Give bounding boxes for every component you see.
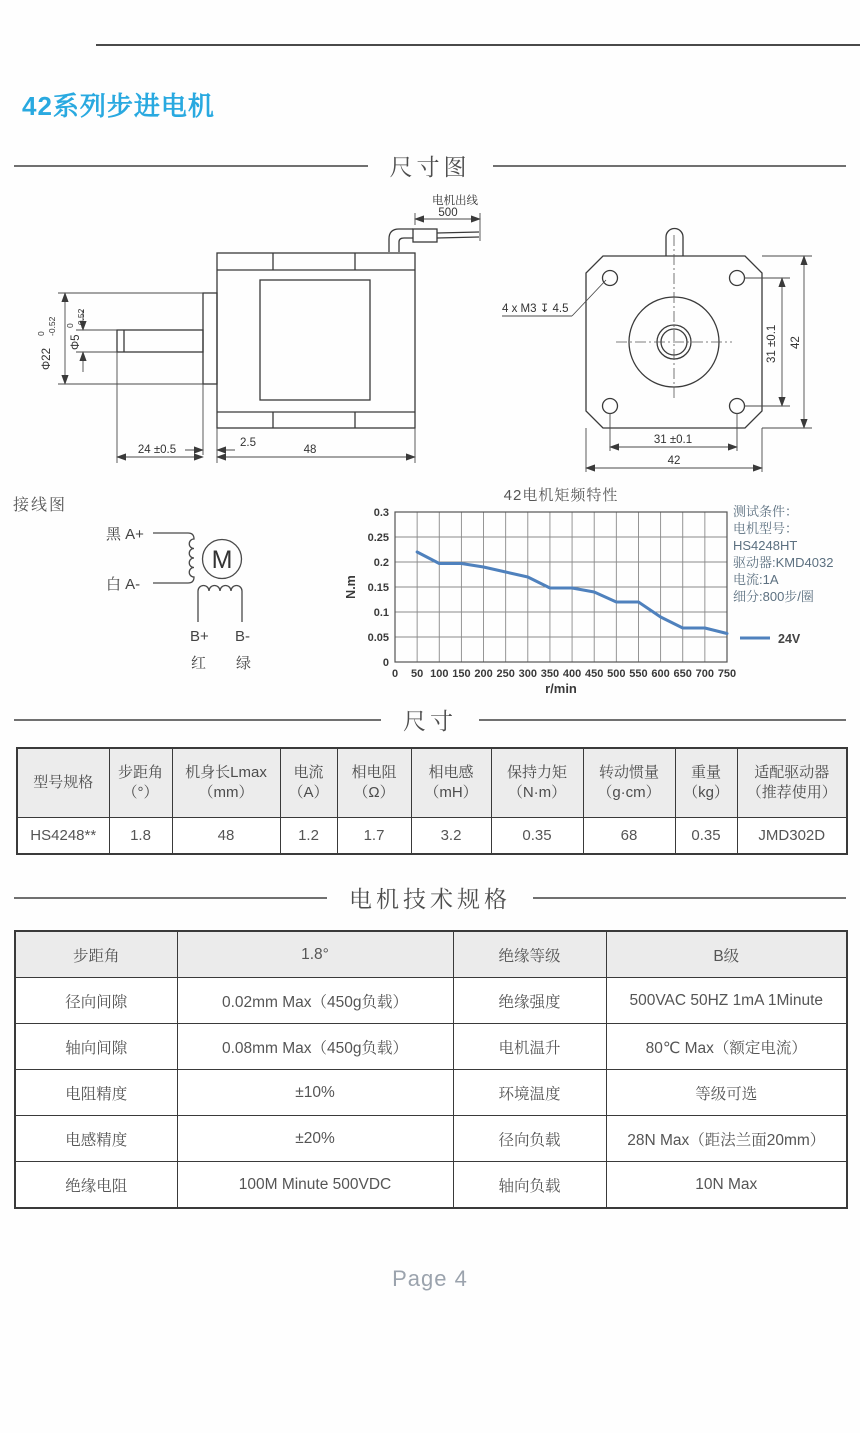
- phase-a-neg-label: 白 A-: [106, 576, 141, 593]
- x-tick-label: 750: [717, 668, 737, 680]
- svg-text:31 ±0.1: 31 ±0.1: [766, 324, 778, 363]
- spec-label-cell: 轴向负载: [453, 1162, 606, 1209]
- x-tick-label: 600: [651, 668, 670, 680]
- wiring-label: 接线图: [13, 497, 68, 514]
- spec-value-cell: ±20%: [177, 1116, 453, 1162]
- top-divider: [96, 44, 860, 46]
- size-table-cell: 68: [583, 818, 675, 855]
- svg-text:-0.52: -0.52: [76, 308, 86, 328]
- divider-line: [493, 165, 847, 167]
- spec-table-row: [15, 1162, 847, 1209]
- header-line1: 相电阻: [351, 763, 397, 781]
- spec-label-cell: 电阻精度: [15, 1070, 177, 1116]
- lead-length: 500: [438, 207, 458, 219]
- header-line2: （°）: [122, 784, 159, 801]
- x-tick-label: 700: [695, 668, 715, 680]
- x-tick-label: 450: [585, 668, 604, 680]
- boss-dia-dim: [36, 316, 57, 370]
- header-line1: 型号规格: [33, 773, 94, 791]
- spec-value-cell: 等级可选: [606, 1070, 847, 1116]
- coil-a: [153, 533, 194, 583]
- outer-width-dim: 42: [667, 455, 681, 467]
- x-axis-label: r/min: [545, 681, 577, 696]
- y-tick-label: 0: [382, 657, 389, 669]
- size-table-header-cell: [491, 748, 583, 818]
- front-length-dim: 24 ±0.5: [137, 444, 177, 456]
- section-header-dimension-diagram: [14, 149, 846, 182]
- size-table-header-cell: [737, 748, 847, 818]
- tech-spec-table: [14, 930, 848, 1209]
- size-table-header-cell: [675, 748, 737, 818]
- spec-label-cell: 径向间隙: [15, 978, 177, 1024]
- svg-text:Φ22: Φ22: [41, 348, 53, 370]
- section-title: 电机技术规格: [349, 886, 511, 912]
- spec-value-cell: 0.02mm Max（450g负载）: [177, 978, 453, 1024]
- header-line2: （N·m）: [507, 784, 567, 801]
- test-conditions: [733, 503, 859, 605]
- x-tick-label: 100: [430, 668, 449, 680]
- size-table-cell: HS4248**: [17, 818, 109, 855]
- x-tick-label: 350: [540, 668, 560, 680]
- spec-table-row: [15, 978, 847, 1024]
- section-header-tech-spec: [14, 881, 846, 914]
- mount-holes-callout: 4 x M3 ↧ 4.5: [502, 303, 569, 315]
- x-tick-label: 200: [474, 668, 493, 680]
- section-header-dimensions: [14, 703, 846, 736]
- svg-text:42: 42: [790, 336, 802, 349]
- size-table-cell: 0.35: [491, 818, 583, 855]
- size-table-cell: 1.7: [337, 818, 411, 855]
- size-table-cell: 1.8: [109, 818, 172, 855]
- centerlines: [616, 235, 732, 400]
- header-line1: 保持力矩: [506, 763, 567, 781]
- y-tick-label: 0.3: [373, 507, 389, 519]
- y-axis-label: N.m: [344, 575, 358, 599]
- section-title: 尺寸: [403, 708, 457, 734]
- svg-text:0: 0: [65, 323, 75, 328]
- header-line2: （kg）: [683, 784, 729, 801]
- x-tick-label: 300: [518, 668, 537, 680]
- lead-label: 电机出线: [432, 195, 478, 207]
- header-line1: 步距角: [117, 763, 163, 781]
- size-table-header-cell: [17, 748, 109, 818]
- boss-depth-dim: 2.5: [240, 437, 256, 449]
- header-line1: 适配驱动器: [754, 763, 830, 781]
- size-table-head: [17, 748, 847, 818]
- phase-b-neg-label: B-: [235, 628, 250, 645]
- svg-text:-0.52: -0.52: [47, 316, 57, 336]
- header-line1: 电流: [293, 763, 324, 781]
- header-line1: 相电感: [428, 763, 474, 781]
- header-line2: （mm）: [198, 784, 254, 801]
- spec-value-cell: 28N Max（距法兰面20mm）: [606, 1116, 847, 1162]
- header-line2: （Ω）: [353, 784, 395, 801]
- spec-label-cell: 轴向间隙: [15, 1024, 177, 1070]
- svg-text:0: 0: [36, 331, 46, 336]
- header-line1: 机身长Lmax: [185, 763, 267, 781]
- header-line2: （g·cm）: [597, 784, 661, 801]
- side-view: [117, 229, 479, 428]
- y-tick-label: 0.15: [367, 582, 389, 594]
- test-conditions-line: 驱动器:KMD4032: [733, 555, 834, 570]
- spec-label-cell: 径向负载: [453, 1116, 606, 1162]
- size-table-row: [17, 818, 847, 855]
- lead-wire-elbow: [389, 229, 413, 252]
- phase-a-pos-label: 黑 A+: [106, 526, 144, 543]
- section-title: 尺寸图: [389, 154, 471, 180]
- spec-table-row: [15, 931, 847, 978]
- size-table-header-cell: [411, 748, 491, 818]
- phase-b-pos-label: B+: [190, 628, 209, 645]
- spec-table-row: [15, 1024, 847, 1070]
- lead-wire-connector: [413, 229, 437, 242]
- page-number: Page 4: [392, 1266, 468, 1291]
- test-conditions-line: 细分:800步/圈: [733, 589, 814, 604]
- spec-label-cell: 电机温升: [453, 1024, 606, 1070]
- chart-title: 42电机矩频特性: [503, 487, 619, 504]
- header-line1: 转动惯量: [598, 763, 659, 781]
- header-line2: （mH）: [424, 784, 478, 801]
- spec-value-cell: B级: [606, 931, 847, 978]
- size-table-header-cell: [583, 748, 675, 818]
- svg-text:Φ5: Φ5: [70, 334, 82, 350]
- y-tick-label: 0.2: [373, 557, 389, 569]
- x-tick-label: 550: [629, 668, 648, 680]
- divider-line: [533, 897, 846, 899]
- size-table-body: [17, 818, 847, 855]
- coil-b: [198, 586, 242, 623]
- spec-table-body: [15, 931, 847, 1208]
- spec-value-cell: 0.08mm Max（450g负载）: [177, 1024, 453, 1070]
- dimension-drawing: [0, 185, 860, 485]
- divider-line: [479, 719, 846, 721]
- divider-line: [14, 719, 381, 721]
- spec-label-cell: 绝缘强度: [453, 978, 606, 1024]
- spec-value-cell: 1.8°: [177, 931, 453, 978]
- x-tick-label: 150: [452, 668, 471, 680]
- spec-value-cell: 100M Minute 500VDC: [177, 1162, 453, 1209]
- test-conditions-line: 电机型号：HS4248HT: [733, 521, 799, 553]
- phase-b-neg-color: 绿: [236, 655, 252, 672]
- spec-value-cell: 10N Max: [606, 1162, 847, 1209]
- size-table-header-cell: [172, 748, 280, 818]
- side-view-dims: [58, 213, 480, 463]
- spec-label-cell: 绝缘电阻: [15, 1162, 177, 1209]
- divider-line: [14, 897, 327, 899]
- phase-b-pos-color: 红: [191, 655, 207, 672]
- hole-pitch-v-dim: [766, 325, 778, 363]
- spec-label-cell: 绝缘等级: [453, 931, 606, 978]
- size-table-header-row: [17, 748, 847, 818]
- motor-symbol: M: [211, 546, 233, 574]
- spec-value-cell: ±10%: [177, 1070, 453, 1116]
- size-table-header-cell: [337, 748, 411, 818]
- divider-line: [14, 165, 368, 167]
- size-spec-table: [16, 747, 848, 855]
- size-table-cell: 0.35: [675, 818, 737, 855]
- size-table-cell: JMD302D: [737, 818, 847, 855]
- spec-table-row: [15, 1116, 847, 1162]
- spec-label-cell: 电感精度: [15, 1116, 177, 1162]
- x-tick-label: 250: [496, 668, 515, 680]
- spec-value-cell: 500VAC 50HZ 1mA 1Minute: [606, 978, 847, 1024]
- x-tick-label: 0: [391, 668, 399, 680]
- body-length-dim: 48: [303, 444, 317, 456]
- y-tick-label: 0.25: [367, 532, 389, 544]
- x-tick-label: 50: [411, 668, 424, 680]
- size-table-cell: 3.2: [411, 818, 491, 855]
- size-table-header-cell: [280, 748, 337, 818]
- y-tick-label: 0.1: [373, 607, 389, 619]
- hole-pitch-h-dim: 31 ±0.1: [653, 434, 693, 446]
- x-tick-label: 650: [673, 668, 692, 680]
- y-tick-label: 0.05: [367, 632, 389, 644]
- test-conditions-line: 电流:1A: [733, 572, 779, 587]
- x-tick-label: 500: [607, 668, 626, 680]
- size-table-cell: 1.2: [280, 818, 337, 855]
- legend-label: 24V: [778, 632, 801, 646]
- page-title: 42系列步进电机: [22, 91, 215, 121]
- outer-height-dim: [790, 336, 802, 349]
- size-table-header-cell: [109, 748, 172, 818]
- header-line2: （推荐使用）: [746, 784, 837, 801]
- size-table-cell: 48: [172, 818, 280, 855]
- spec-label-cell: 环境温度: [453, 1070, 606, 1116]
- spec-value-cell: 80℃ Max（额定电流）: [606, 1024, 847, 1070]
- header-line2: （A）: [288, 784, 329, 801]
- wiring-diagram: [0, 488, 340, 700]
- test-conditions-line: 测试条件：: [733, 504, 799, 519]
- header-line1: 重量: [690, 763, 721, 781]
- spec-table-row: [15, 1070, 847, 1116]
- spec-label-cell: 步距角: [15, 931, 177, 978]
- x-tick-label: 400: [562, 668, 582, 680]
